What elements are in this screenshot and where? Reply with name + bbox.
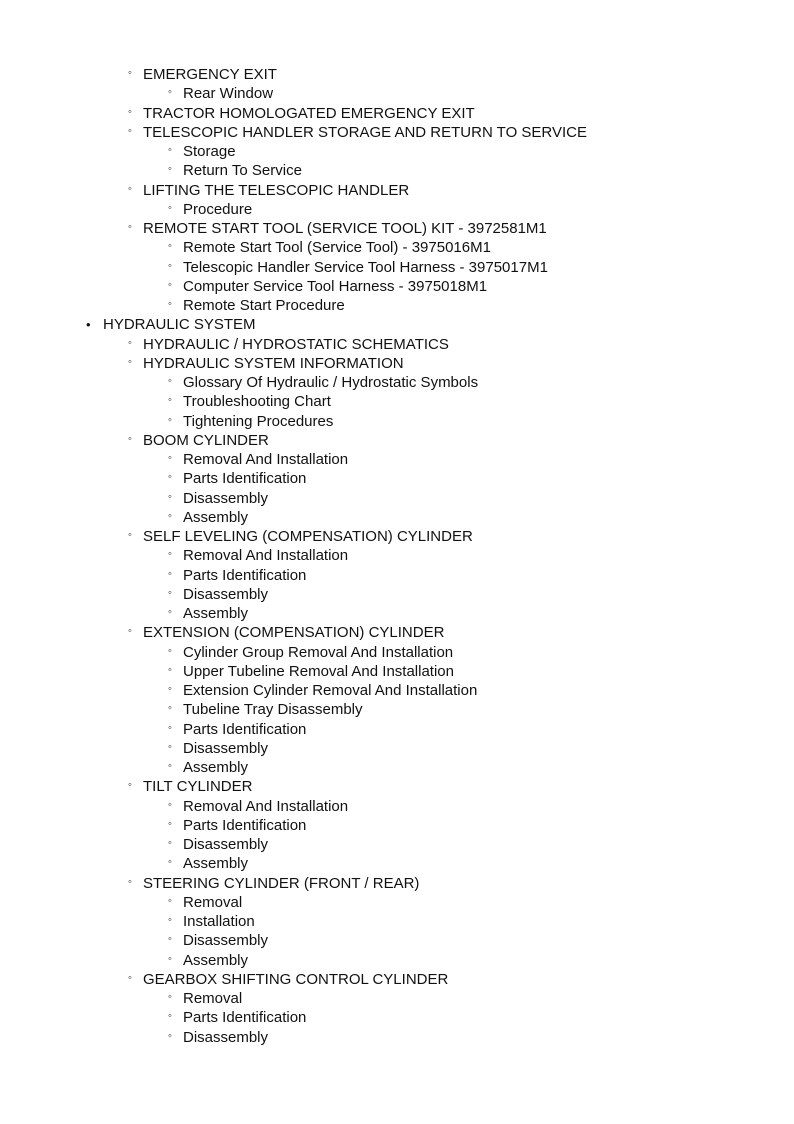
bullet-icon: ◦ (168, 644, 172, 657)
toc-subitem (0, 931, 794, 950)
toc-item-label: Computer Service Tool Harness - 3975018M1 (183, 277, 488, 295)
bullet-icon: ◦ (168, 548, 172, 561)
toc-item-label: Assembly (183, 855, 249, 873)
bullet-icon: ◦ (168, 567, 172, 580)
toc-item-label: Cylinder Group Removal And Installation (183, 643, 454, 661)
bullet-icon: ◦ (168, 760, 172, 772)
toc-item-label: Troubleshooting Chart (183, 393, 331, 411)
toc-subitem (0, 700, 794, 719)
toc-subitem (0, 681, 794, 700)
toc-item-label: Disassembly (183, 932, 269, 950)
toc-item-label: HYDRAULIC SYSTEM (103, 316, 256, 334)
bullet-icon: • (86, 317, 91, 333)
toc-item-label: SELF LEVELING (COMPENSATION) CYLINDER (143, 528, 473, 545)
toc-item-label: Parts Identification (183, 470, 307, 488)
toc-item-label: Removal And Installation (183, 797, 349, 815)
toc-section (0, 315, 794, 334)
toc-item-label: Return To Service (183, 162, 302, 180)
toc-item-label: Procedure (183, 200, 253, 218)
toc-item-label: Installation (183, 913, 255, 930)
toc-item-label: Removal (183, 990, 243, 1007)
toc-item-label: EXTENSION (COMPENSATION) CYLINDER (143, 624, 445, 642)
bullet-icon: ◦ (168, 144, 172, 156)
toc-item-label: BOOM CYLINDER (143, 431, 269, 449)
bullet-icon: ◦ (168, 952, 172, 965)
bullet-icon: ◦ (168, 163, 172, 176)
bullet-icon: ◦ (128, 432, 132, 445)
bullet-icon: ◦ (168, 817, 172, 830)
toc-subitem (0, 758, 794, 777)
toc-subitem (0, 816, 794, 835)
bullet-icon: ◦ (168, 740, 172, 753)
toc-subitem (0, 412, 794, 431)
toc-subitem (0, 912, 794, 931)
bullet-icon: ◦ (128, 124, 132, 137)
bullet-icon: ◦ (168, 721, 172, 734)
toc-subitem (0, 566, 794, 585)
toc-chapter (0, 335, 794, 354)
toc-chapter (0, 354, 794, 373)
bullet-icon: ◦ (128, 221, 132, 233)
bullet-icon: ◦ (168, 837, 172, 849)
toc-item-label: Disassembly (183, 489, 269, 507)
toc-subitem (0, 835, 794, 854)
bullet-icon: ◦ (128, 625, 132, 638)
toc-subitem (0, 489, 794, 508)
toc-item-label: TELESCOPIC HANDLER STORAGE AND RETURN TO SERVICE (143, 123, 587, 141)
bullet-icon: ◦ (128, 875, 132, 888)
toc-subitem (0, 238, 794, 257)
toc-item-label: EMERGENCY EXIT (143, 66, 277, 83)
bullet-icon: ◦ (168, 298, 172, 310)
bullet-icon: ◦ (168, 894, 172, 907)
bullet-icon: ◦ (128, 105, 132, 118)
bullet-icon: ◦ (168, 201, 172, 214)
toc-subitem (0, 84, 794, 103)
toc-item-label: Assembly (183, 605, 249, 622)
toc-subitem (0, 797, 794, 816)
toc-subitem (0, 161, 794, 180)
toc-item-label: LIFTING THE TELESCOPIC HANDLER (143, 181, 410, 199)
toc-chapter (0, 123, 794, 142)
toc-subitem (0, 392, 794, 411)
bullet-icon: ◦ (168, 798, 172, 811)
bullet-icon: ◦ (168, 1010, 172, 1023)
toc-subitem (0, 893, 794, 912)
toc-subitem (0, 989, 794, 1008)
toc-item-label: Glossary Of Hydraulic / Hydrostatic Symbols (183, 374, 479, 391)
toc-item-label: Disassembly (183, 585, 269, 603)
toc-subitem (0, 142, 794, 161)
bullet-icon: ◦ (128, 779, 132, 792)
bullet-icon: ◦ (168, 394, 172, 407)
toc-chapter (0, 970, 794, 989)
bullet-icon: ◦ (128, 971, 132, 984)
bullet-icon: ◦ (168, 86, 172, 99)
bullet-icon: ◦ (168, 509, 172, 522)
toc-subitem (0, 1008, 794, 1027)
bullet-icon: ◦ (168, 471, 172, 484)
toc-item-label: Extension Cylinder Removal And Installation (183, 682, 478, 699)
toc-item-label: Remote Start Tool (Service Tool) - 3975016M1 (183, 239, 491, 257)
bullet-icon: ◦ (128, 182, 132, 195)
table-of-contents (0, 65, 794, 1047)
toc-item-label: Parts Identification (183, 566, 307, 584)
toc-chapter (0, 623, 794, 642)
toc-item-label: Assembly (183, 759, 249, 776)
bullet-icon: ◦ (168, 683, 172, 695)
toc-subitem (0, 258, 794, 277)
toc-item-label: Parts Identification (183, 720, 307, 738)
toc-item-label: Disassembly (183, 739, 269, 757)
toc-chapter (0, 65, 794, 84)
bullet-icon: ◦ (168, 259, 172, 272)
toc-subitem (0, 643, 794, 662)
toc-item-label: Parts Identification (183, 1009, 307, 1027)
toc-item-label: STEERING CYLINDER (FRONT / REAR) (143, 874, 420, 892)
toc-subitem (0, 720, 794, 739)
toc-subitem (0, 296, 794, 315)
bullet-icon: ◦ (168, 375, 172, 387)
bullet-icon: ◦ (168, 413, 172, 426)
toc-item-label: Removal And Installation (183, 451, 349, 468)
toc-item-label: Rear Window (183, 85, 274, 103)
bullet-icon: ◦ (168, 606, 172, 618)
bullet-icon: ◦ (168, 586, 172, 599)
bullet-icon: ◦ (128, 336, 132, 349)
toc-subitem (0, 450, 794, 469)
toc-item-label: Assembly (183, 508, 249, 526)
toc-item-label: REMOTE START TOOL (SERVICE TOOL) KIT - 3972581M1 (143, 220, 547, 237)
toc-item-label: Tightening Procedures (183, 412, 334, 430)
toc-chapter (0, 874, 794, 893)
bullet-icon: ◦ (168, 702, 172, 715)
toc-item-label: GEARBOX SHIFTING CONTROL CYLINDER (143, 970, 449, 988)
toc-item-label: Storage (183, 143, 236, 160)
toc-subitem (0, 739, 794, 758)
bullet-icon: ◦ (168, 991, 172, 1003)
toc-item-label: Remote Start Procedure (183, 297, 345, 314)
toc-item-label: Removal And Installation (183, 547, 349, 565)
bullet-icon: ◦ (168, 452, 172, 464)
toc-subitem (0, 585, 794, 604)
bullet-icon: ◦ (128, 529, 132, 541)
toc-item-label: Disassembly (183, 836, 269, 853)
toc-chapter (0, 777, 794, 796)
bullet-icon: ◦ (168, 914, 172, 926)
toc-item-label: Removal (183, 893, 243, 911)
toc-item-label: HYDRAULIC / HYDROSTATIC SCHEMATICS (143, 335, 449, 353)
bullet-icon: ◦ (168, 278, 172, 291)
toc-chapter (0, 527, 794, 546)
bullet-icon: ◦ (168, 856, 172, 869)
toc-chapter (0, 219, 794, 238)
bullet-icon: ◦ (128, 355, 132, 368)
toc-chapter (0, 181, 794, 200)
toc-subitem (0, 662, 794, 681)
toc-item-label: Upper Tubeline Removal And Installation (183, 662, 454, 680)
toc-item-label: Parts Identification (183, 816, 307, 834)
toc-item-label: Tubeline Tray Disassembly (183, 701, 363, 719)
toc-chapter (0, 104, 794, 123)
toc-subitem (0, 854, 794, 873)
bullet-icon: ◦ (168, 1029, 172, 1042)
toc-subitem (0, 277, 794, 296)
bullet-icon: ◦ (168, 240, 172, 253)
toc-item-label: TRACTOR HOMOLOGATED EMERGENCY EXIT (143, 104, 475, 122)
toc-item-label: TILT CYLINDER (143, 778, 253, 796)
toc-item-label: Assembly (183, 951, 249, 969)
bullet-icon: ◦ (168, 663, 172, 676)
toc-subitem (0, 604, 794, 623)
bullet-icon: ◦ (128, 67, 132, 79)
toc-subitem (0, 373, 794, 392)
toc-subitem (0, 546, 794, 565)
toc-item-label: Disassembly (183, 1028, 269, 1046)
bullet-icon: ◦ (168, 490, 172, 503)
toc-subitem (0, 200, 794, 219)
toc-subitem (0, 508, 794, 527)
toc-subitem (0, 1028, 794, 1047)
toc-subitem (0, 469, 794, 488)
bullet-icon: ◦ (168, 933, 172, 946)
toc-item-label: HYDRAULIC SYSTEM INFORMATION (143, 354, 404, 372)
toc-item-label: Telescopic Handler Service Tool Harness - 3975017M1 (183, 258, 548, 276)
toc-subitem (0, 951, 794, 970)
toc-chapter (0, 431, 794, 450)
